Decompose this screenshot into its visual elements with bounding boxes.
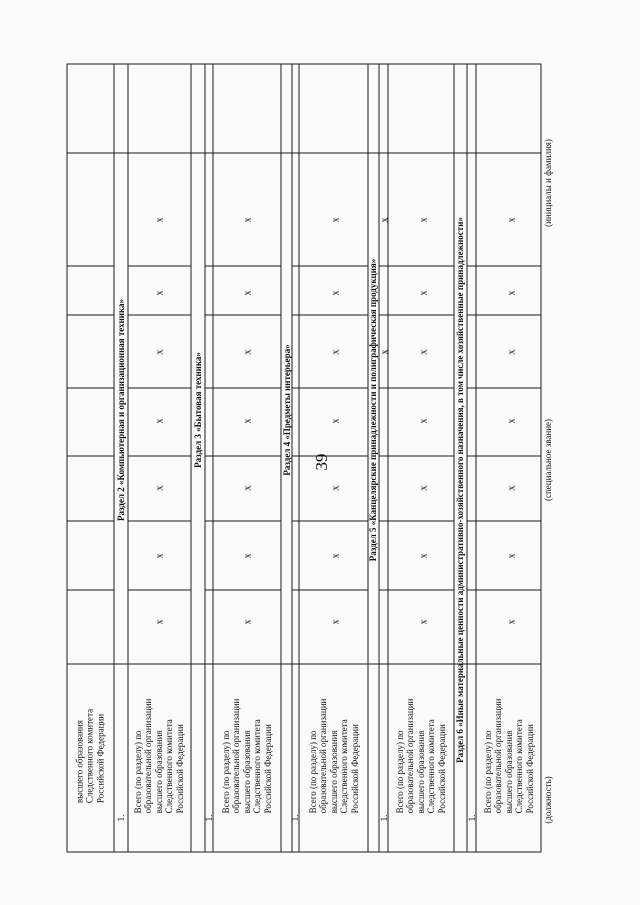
row-number: 1.: [203, 814, 214, 822]
label-line: высшего образования: [74, 720, 85, 804]
cross-mark: x: [154, 553, 166, 559]
signature-rank-caption: (специальное звание): [543, 418, 553, 502]
label-line: высшего образования: [153, 730, 164, 814]
label-line: образовательной организации: [405, 698, 416, 814]
label-line: Всего (по разделу) по: [482, 730, 493, 814]
cross-mark: x: [330, 349, 342, 355]
cross-mark: x: [330, 619, 342, 625]
total-label: [483, 699, 535, 814]
cross-mark: x: [418, 349, 430, 355]
label-line: высшего образования: [503, 730, 514, 814]
label-line: Следственного комитета: [514, 719, 525, 814]
cross-mark: x: [154, 290, 166, 296]
cross-mark: x: [418, 418, 430, 424]
cross-mark: x: [379, 349, 391, 355]
cross-mark: x: [418, 485, 430, 491]
cross-mark: x: [506, 485, 518, 491]
total-label: [395, 699, 447, 814]
section-title: Раздел 2 «Компьютерная и организационная техника»: [116, 298, 126, 522]
label-line: Следственного комитета: [252, 719, 263, 814]
row-number: 1.: [378, 814, 389, 822]
label-line: Следственного комитета: [84, 708, 95, 804]
cross-mark: x: [242, 217, 254, 223]
cross-mark: x: [330, 485, 342, 491]
label-line: Российской Федерации: [95, 713, 106, 804]
label-line: Следственного комитета: [164, 719, 175, 814]
label-line: Российской Федерации: [349, 724, 360, 814]
label-line: высшего образования: [241, 730, 252, 814]
total-label: [308, 699, 360, 814]
cross-mark: x: [506, 553, 518, 559]
label-line: высшего образования: [328, 730, 339, 814]
label-line: Всего (по разделу) по: [394, 730, 405, 814]
cross-mark: x: [418, 290, 430, 296]
label-line: высшего образования: [415, 730, 426, 814]
label-line: Всего (по разделу) по: [220, 730, 231, 814]
row-number: 1.: [466, 814, 477, 822]
label-line: Следственного комитета: [426, 719, 437, 814]
label-line: Российской Федерации: [262, 724, 273, 814]
cross-mark: x: [242, 485, 254, 491]
cross-mark: x: [506, 418, 518, 424]
label-line: Российской Федерации: [436, 724, 447, 814]
label-line: образовательной организации: [231, 698, 242, 814]
cross-mark: x: [506, 290, 518, 296]
label-line: образовательной организации: [318, 698, 329, 814]
cross-mark: x: [154, 619, 166, 625]
cross-mark: x: [330, 418, 342, 424]
total-label: [133, 699, 185, 814]
total-label: [221, 699, 273, 814]
row-number: 1.: [115, 814, 126, 822]
cross-mark: x: [330, 290, 342, 296]
top-partial-label: [74, 709, 105, 803]
signature-name-caption: (инициалы и фамилия): [543, 139, 553, 227]
cross-mark: x: [154, 485, 166, 491]
label-line: образовательной организации: [143, 698, 154, 814]
signature-position-caption: (должность): [543, 776, 553, 824]
cross-mark: x: [242, 619, 254, 625]
cross-mark: x: [242, 349, 254, 355]
label-line: Российской Федерации: [174, 724, 185, 814]
row-number: 1.: [289, 814, 300, 822]
cross-mark: x: [154, 349, 166, 355]
cross-mark: x: [154, 217, 166, 223]
label-line: Российской Федерации: [524, 724, 535, 814]
label-line: Всего (по разделу) по: [307, 730, 318, 814]
cross-mark: x: [330, 553, 342, 559]
cross-mark: x: [506, 619, 518, 625]
label-line: Всего (по разделу) по: [132, 730, 143, 814]
cross-mark: x: [330, 217, 342, 223]
cross-mark: x: [506, 349, 518, 355]
cross-mark: x: [242, 290, 254, 296]
cross-mark: x: [418, 619, 430, 625]
section-title: Раздел 5 «Канцелярские принадлежности и полиграфическая продукция»: [368, 258, 378, 562]
section-title: Раздел 3 «Бытовая техника»: [193, 352, 203, 468]
cross-mark: x: [154, 418, 166, 424]
cross-mark: x: [418, 553, 430, 559]
label-line: образовательной организации: [493, 698, 504, 814]
cross-mark: x: [379, 217, 391, 223]
cross-mark: x: [506, 217, 518, 223]
cross-mark: x: [242, 418, 254, 424]
cross-mark: x: [418, 217, 430, 223]
page-number: 39: [312, 453, 331, 471]
cross-mark: x: [242, 553, 254, 559]
section-title: Раздел 4 «Предметы интерьера»: [282, 344, 292, 476]
label-line: Следственного комитета: [339, 719, 350, 814]
section-title: Раздел 6 «Иные материальные ценности административно-хозяйственного назначения, в том числе хозяйственные принадлежности»: [455, 217, 465, 763]
